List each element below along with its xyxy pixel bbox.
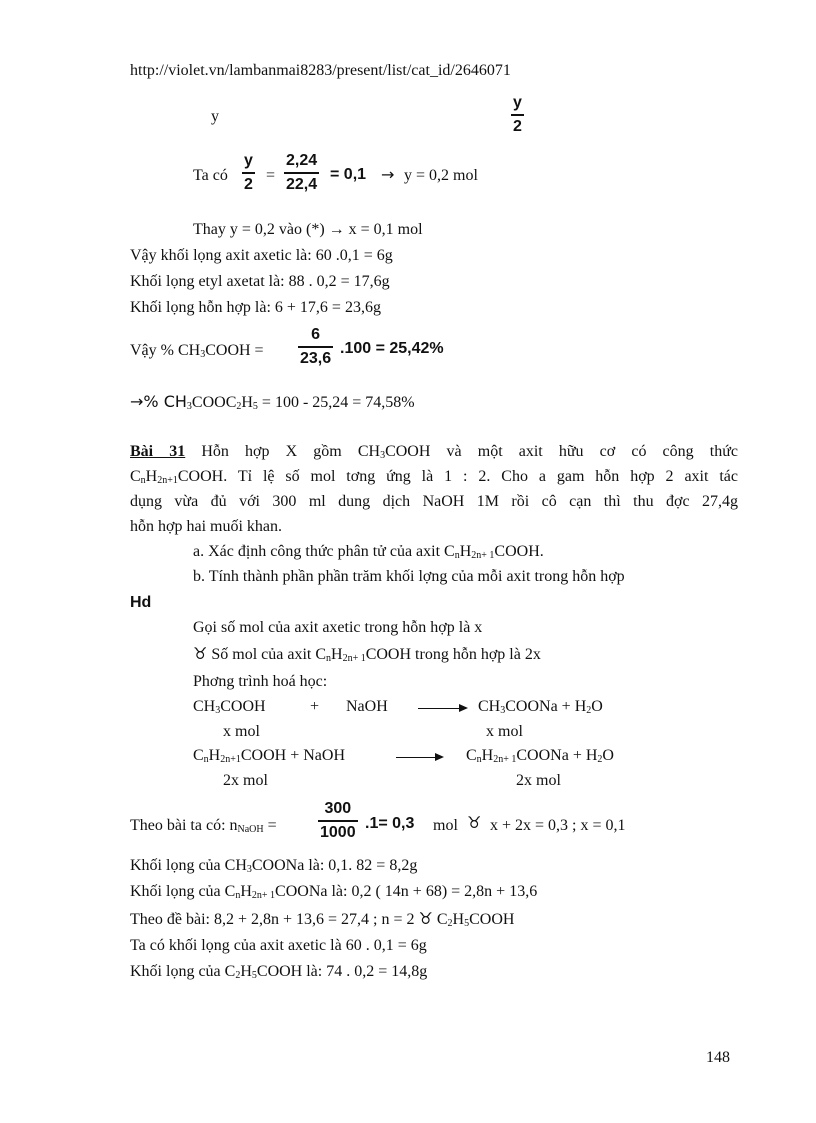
k3: Theo đề bài: 8,2 + 2,8n + 13,6 = 27,4 ; n = 2 — [130, 911, 415, 928]
subscript: 5 — [251, 970, 257, 981]
percent-prefix: Vậy % CH — [130, 342, 201, 359]
k1b: COONa là: 0,1. 82 = 8,2g — [251, 857, 418, 874]
subscript: 2n+1 — [220, 754, 241, 765]
subscript: n — [235, 890, 241, 901]
theo-bai-value: .1= 0,3 — [365, 815, 415, 832]
reaction1-reactant — [193, 698, 266, 717]
k5c: COOH là: 74 . 0,2 = 14,8g — [256, 963, 428, 980]
k3d: COOH — [469, 911, 515, 928]
bai31-line2 — [130, 468, 738, 487]
subscript: 2n+1 — [157, 475, 178, 486]
reaction-arrow-icon — [396, 757, 442, 758]
reaction2-mol-right: 2x mol — [516, 772, 561, 789]
subscript: 3 — [246, 864, 252, 875]
taco-result: = 0,1 — [330, 166, 367, 183]
percent2-d: = 100 - 25,24 = 74,58% — [257, 394, 415, 411]
subscript: n — [454, 550, 460, 561]
exercise-label: Bài 31 — [130, 443, 186, 460]
sol-line3: Phơng trình hoá học: — [193, 673, 328, 690]
subscript: NaOH — [237, 824, 264, 835]
bai31-p1a: Hỗn hợp X gồm CH — [201, 443, 381, 460]
subscript: 3 — [186, 401, 192, 412]
sol-l2b: COOH trong hỗn hợp là 2x — [365, 646, 541, 663]
k5: Khối lọng của C — [130, 963, 236, 980]
subscript: 3 — [200, 349, 206, 360]
page-number: 148 — [706, 1049, 730, 1066]
fraction-224-over-224 — [284, 152, 319, 195]
k2: Khối lọng của C — [130, 883, 236, 900]
r2-right: C — [466, 747, 477, 764]
fraction-6-over-236 — [298, 326, 333, 369]
theo1b: = — [263, 817, 277, 834]
subscript: n — [476, 754, 482, 765]
subscript: 5 — [252, 401, 258, 412]
fraction-denominator: 1000 — [318, 820, 358, 842]
fraction-denominator: 22,4 — [284, 172, 319, 194]
subscript: 5 — [464, 918, 470, 929]
percent2-a: →% CH — [130, 392, 187, 411]
bai31-p2a: C — [130, 468, 141, 485]
fraction-denominator: 23,6 — [298, 346, 333, 368]
reaction1-mol-left: x mol — [223, 723, 260, 740]
subscript: 2 — [597, 754, 603, 765]
fraction-denominator: 2 — [242, 172, 255, 194]
subscript: 2 — [447, 918, 453, 929]
fraction-numerator: 6 — [311, 326, 321, 343]
fraction-y-over-2-b — [242, 152, 255, 195]
reaction2-products — [466, 747, 614, 766]
fraction-numerator: y — [244, 152, 253, 169]
header-url: http://violet.vn/lambanmai8283/present/list/cat_id/2646071 — [130, 62, 511, 79]
subscript: 3 — [500, 705, 506, 716]
question-a-text: a. Xác định công thức phân tử của axit C — [193, 543, 455, 560]
r1-left: CH — [193, 698, 216, 715]
sol-line1: Gọi số mol của axit axetic trong hỗn hợp là x — [193, 619, 483, 636]
fraction-numerator: y — [513, 94, 522, 111]
reaction1-naoh: NaOH — [346, 698, 388, 715]
r2-right2: H — [481, 747, 494, 764]
taco-tail: y = 0,2 mol — [404, 167, 478, 184]
r1-right3: O — [591, 698, 603, 715]
fraction-denominator: 2 — [511, 114, 524, 136]
taco-prefix: Ta có — [193, 167, 228, 184]
k2b: COONa là: 0,2 ( 14n + 68) = 2,8n + 13,6 — [275, 883, 538, 900]
subscript: n — [140, 475, 146, 486]
subscript: 2n+ 1 — [251, 890, 276, 901]
percent2-b: COOC — [191, 394, 237, 411]
percent-ethyl-acetate — [130, 393, 415, 413]
k3c: H — [452, 911, 465, 928]
hd-label: Hd — [130, 594, 152, 611]
substitution-line: Thay y = 0,2 vào (*) → x = 0,1 mol — [193, 221, 423, 238]
equals-sign: = — [266, 167, 276, 184]
reaction2-mol-left: 2x mol — [223, 772, 268, 789]
mass-cnh2n1coona: Khối lọng của $C_nH_{2n+ 1}COONa$ là: 0,2 ( 14n + 68) = 2,8n + 13,6 — [130, 883, 538, 901]
k1: Khối lọng của CH — [130, 857, 247, 874]
bai31-line3: dụng vừa đủ với 300 ml dung dịch NaOH 1M rồi cô cạn thì thu đợc 27,4g — [130, 493, 738, 510]
r2-left: C — [193, 747, 204, 764]
theo-bai-prefix — [130, 817, 277, 836]
k5b: H — [240, 963, 252, 980]
theo-bai-unit: mol — [433, 817, 458, 834]
mass-c2h5cooh — [130, 963, 427, 982]
taurus-symbol-icon: ♉ — [467, 813, 482, 832]
r2-left3: COOH + NaOH — [240, 747, 345, 764]
question-a-end: COOH. — [494, 543, 544, 560]
k3b: C — [436, 911, 448, 928]
fraction-numerator: 2,24 — [286, 152, 318, 169]
r1-right2: COONa + H — [505, 698, 587, 715]
reaction-arrow-icon — [418, 708, 466, 709]
mass-acetic-acid: Vậy khối lọng axit axetic là: 60 .0,1 = 6g — [130, 247, 393, 264]
arrow-right-icon: → — [381, 165, 395, 184]
reaction2-reactants — [193, 747, 345, 766]
fraction-y-over-2 — [511, 94, 524, 137]
r2-right3: COONa + H — [516, 747, 598, 764]
mass-ethyl-acetate: Khối lọng etyl axetat là: 88 . 0,2 = 17,6g — [130, 273, 390, 290]
percent2-c: H — [241, 394, 253, 411]
subscript: 2 — [235, 970, 241, 981]
question-a: a. Xác định công thức phân tử của axit $C_nH_{2n+ 1}COOH$. — [193, 543, 544, 561]
mass-mixture: Khối lọng hỗn hợp là: 6 + 17,6 = 23,6g — [130, 299, 381, 316]
reaction1-product — [478, 698, 603, 717]
mass-ch3coona — [130, 857, 417, 876]
subscript: 2n+ 1 — [471, 550, 495, 561]
fraction-numerator: 300 — [324, 800, 352, 817]
mass-acetic-acid-2: Ta có khối lọng của axit axetic là 60 . 0,1 = 6g — [130, 937, 427, 954]
subscript: n — [326, 653, 331, 664]
subscript: 2 — [586, 705, 592, 716]
theo-de-bai — [130, 910, 514, 930]
subscript: 2 — [236, 401, 242, 412]
percent-ch3cooh-label — [130, 342, 264, 361]
bai31-line4: hỗn hợp hai muối khan. — [130, 518, 282, 535]
theo-bai-equation: x + 2x = 0,3 ; x = 0,1 — [490, 817, 626, 834]
subscript: 3 — [215, 705, 221, 716]
r1-left2: COOH — [220, 698, 266, 715]
reaction1-plus: + — [310, 698, 320, 715]
sol-line2: ♉ Số mol của axit $C_nH_{2n+ 1}COOH$ trong hỗn hợp là 2x — [193, 644, 541, 664]
taurus-symbol-icon: ♉ — [418, 909, 433, 928]
theo1a: Theo bài ta có: n — [130, 817, 238, 834]
subscript: 2n+ 1 — [493, 754, 517, 765]
bai31-p2c: COOH. Tỉ lệ số mol tơng ứng là 1 : 2. Cho a gam hỗn hợp 2 axit tác — [177, 468, 738, 485]
bai31-line1 — [130, 443, 738, 462]
percent-mid: COOH = — [205, 342, 264, 359]
r2-left2: H — [208, 747, 221, 764]
bai31-p1b: COOH và một axit hữu cơ có công thức — [385, 443, 738, 460]
sol-l2a: Số mol của axit C — [211, 646, 326, 663]
subscript: 3 — [380, 450, 386, 461]
question-b: b. Tính thành phần phần trăm khối lợng của mỗi axit trong hỗn hợp — [193, 568, 625, 585]
bai31-p2b: H — [145, 468, 158, 485]
r2-right4: O — [602, 747, 614, 764]
percent-result: .100 = 25,42% — [340, 340, 444, 357]
reaction1-mol-right: x mol — [486, 723, 523, 740]
fraction-300-over-1000 — [318, 800, 358, 843]
subscript: n — [203, 754, 209, 765]
variable-y: y — [211, 108, 219, 125]
r1-right: CH — [478, 698, 501, 715]
taurus-symbol-icon: ♉ — [193, 644, 208, 663]
subscript: 2n+ 1 — [342, 653, 366, 664]
